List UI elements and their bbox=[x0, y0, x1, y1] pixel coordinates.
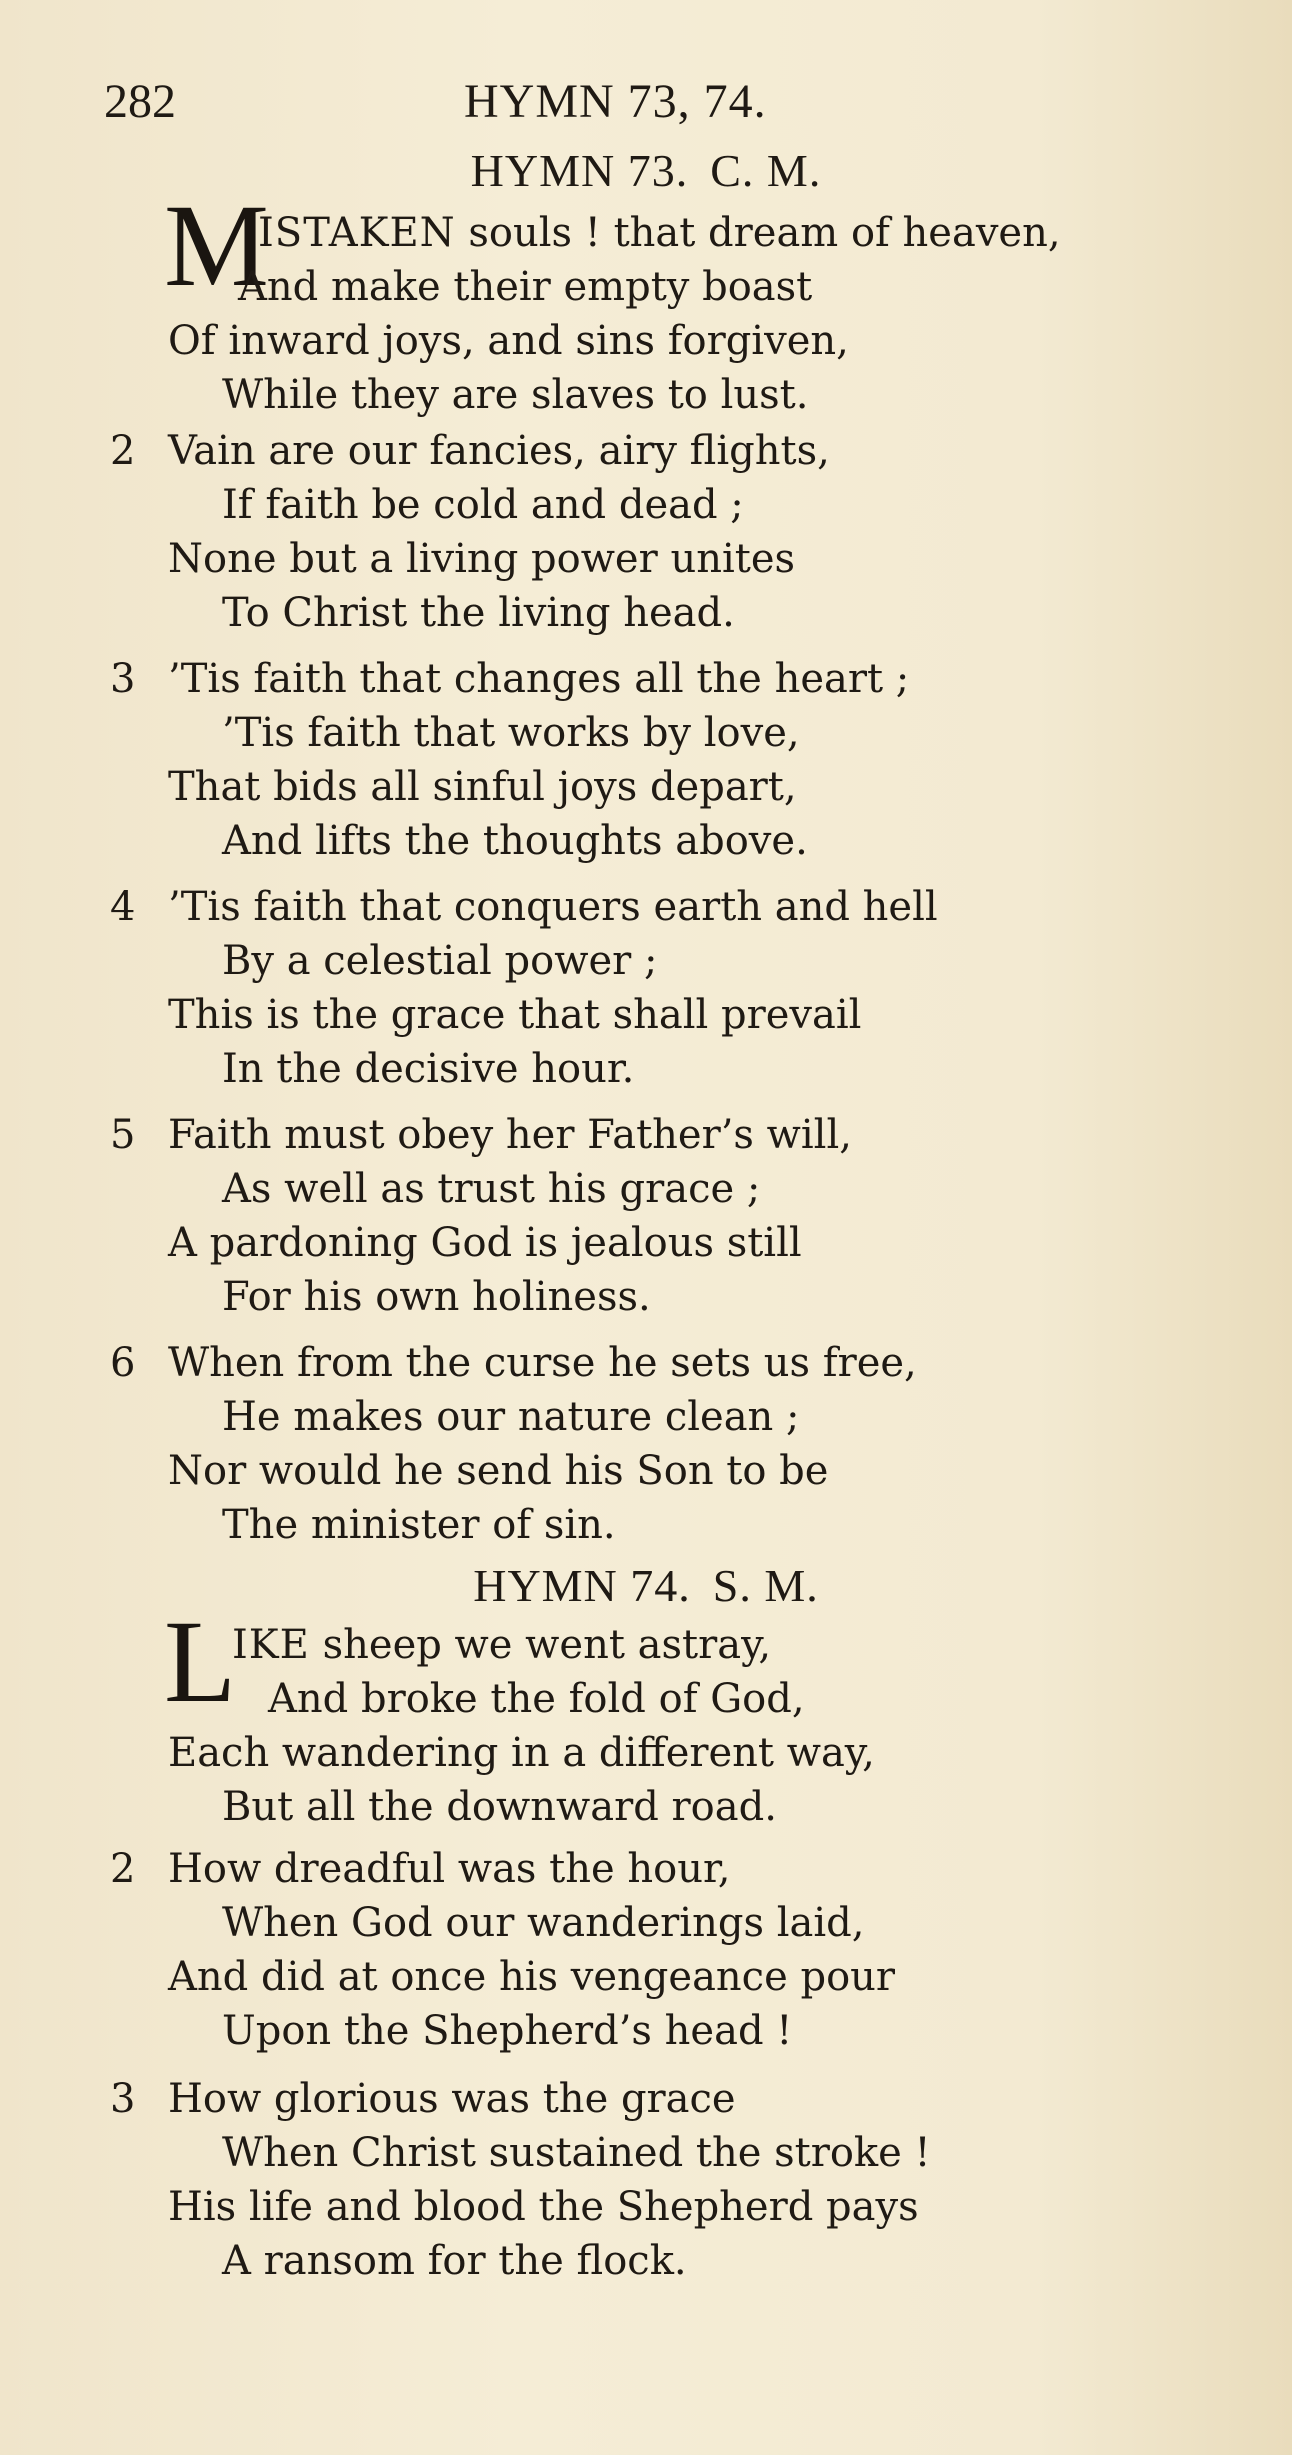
verse-line: How dreadful was the hour, bbox=[168, 1846, 731, 1892]
verse-line: Nor would he send his Son to be bbox=[168, 1448, 829, 1494]
hymn-74-first-line: IKE sheep we went astray, bbox=[232, 1622, 772, 1668]
verse-line: Upon the Shepherd’s head ! bbox=[222, 2008, 793, 2054]
verse-line: For his own holiness. bbox=[222, 1274, 651, 1320]
verse-number: 3 bbox=[110, 2076, 136, 2122]
verse-line: To Christ the living head. bbox=[222, 590, 735, 636]
verse-line: While they are slaves to lust. bbox=[222, 372, 809, 418]
verse-line: He makes our nature clean ; bbox=[222, 1394, 800, 1440]
verse-line: His life and blood the Shepherd pays bbox=[168, 2184, 919, 2230]
verse-line: A ransom for the flock. bbox=[222, 2238, 687, 2284]
verse-number: 2 bbox=[110, 1846, 136, 1892]
verse-line: ’Tis faith that changes all the heart ; bbox=[168, 656, 910, 702]
verse-line: How glorious was the grace bbox=[168, 2076, 736, 2122]
verse-line: The minister of sin. bbox=[222, 1502, 616, 1548]
verse-line: And make their empty boast bbox=[238, 264, 813, 310]
verse-line: And lifts the thoughts above. bbox=[222, 818, 808, 864]
hymn-74-dropcap: L bbox=[164, 1596, 237, 1727]
hymn-74-meter: S. M. bbox=[712, 1560, 819, 1611]
verse-line: That bids all sinful joys depart, bbox=[168, 764, 797, 810]
verse-line: When God our wanderings laid, bbox=[222, 1900, 865, 1946]
verse-line: A pardoning God is jealous still bbox=[168, 1220, 802, 1266]
verse-line: ’Tis faith that conquers earth and hell bbox=[168, 884, 938, 930]
verse-line: None but a living power unites bbox=[168, 536, 796, 582]
verse-line: And did at once his vengeance pour bbox=[168, 1954, 896, 2000]
verse-line: Each wandering in a different way, bbox=[168, 1730, 875, 1776]
hymn-73-dropcap: M bbox=[164, 180, 269, 311]
hymn-74-number: HYMN 74. bbox=[473, 1560, 691, 1611]
verse-line: Faith must obey her Father’s will, bbox=[168, 1112, 852, 1158]
verse-line: This is the grace that shall prevail bbox=[168, 992, 862, 1038]
page-header bbox=[104, 72, 1104, 132]
running-head: HYMN 73, 74. bbox=[464, 75, 767, 128]
verse-number: 6 bbox=[110, 1340, 136, 1386]
hymn-73-first-line: ISTAKEN souls ! that dream of heaven, bbox=[258, 210, 1061, 256]
verse-line: And broke the fold of God, bbox=[268, 1676, 805, 1722]
verse-line: If faith be cold and dead ; bbox=[222, 482, 744, 528]
verse-line: By a celestial power ; bbox=[222, 938, 658, 984]
verse-number: 2 bbox=[110, 428, 136, 474]
hymn-73-meter: C. M. bbox=[710, 145, 822, 196]
verse-line: But all the downward road. bbox=[222, 1784, 777, 1830]
verse-line: Vain are our fancies, airy flights, bbox=[168, 428, 830, 474]
verse-line: ’Tis faith that works by love, bbox=[222, 710, 800, 756]
hymn-73-number: HYMN 73. bbox=[470, 145, 689, 196]
verse-number: 5 bbox=[110, 1112, 136, 1158]
verse-line: When from the curse he sets us free, bbox=[168, 1340, 917, 1386]
verse-number: 3 bbox=[110, 656, 136, 702]
verse-line: As well as trust his grace ; bbox=[222, 1166, 761, 1212]
verse-line: Of inward joys, and sins forgiven, bbox=[168, 318, 849, 364]
page-number: 282 bbox=[104, 75, 176, 128]
verse-line: When Christ sustained the stroke ! bbox=[222, 2130, 931, 2176]
verse-number: 4 bbox=[110, 884, 136, 930]
verse-line: In the decisive hour. bbox=[222, 1046, 635, 1092]
